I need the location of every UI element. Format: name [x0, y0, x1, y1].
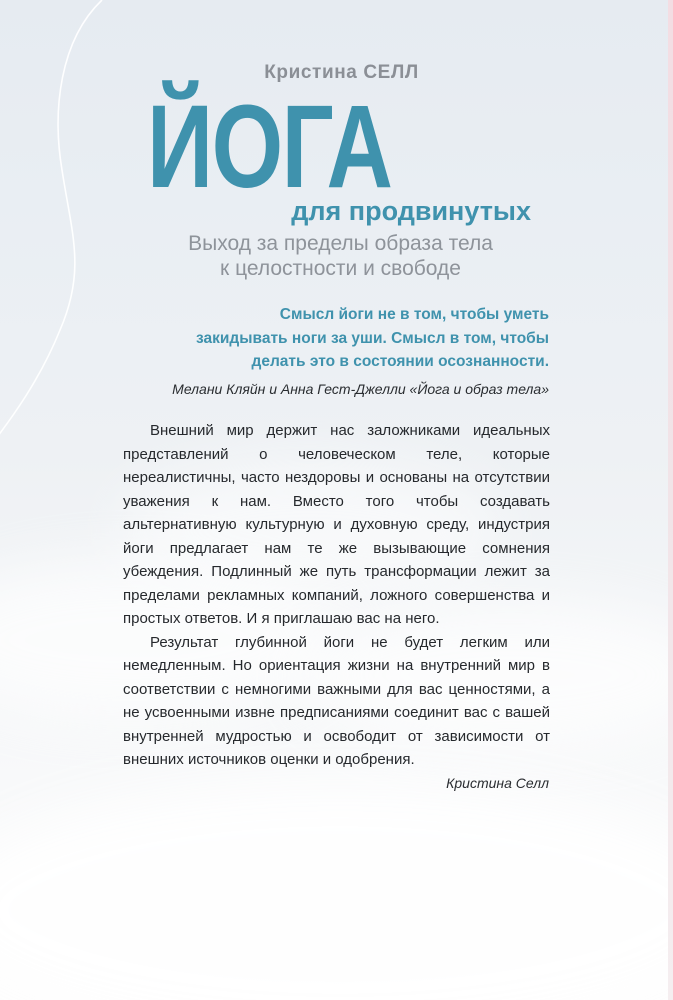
author-name: Кристина СЕЛЛ: [264, 62, 419, 83]
book-tagline: [0, 231, 673, 281]
tagline-line: к целостности и свободе: [220, 257, 461, 280]
book-subtitle: для продвинутых: [291, 196, 531, 226]
tagline-line: Выход за пределы образа тела: [188, 232, 493, 255]
paragraph: Внешний мир держит нас заложниками идеальных представлений о человеческом теле, которые нереалистичны, часто нездоровы и основаны на отсутствии уважения к нам. Вместо того чтобы создавать альтернативную культурную и духовную среду, индустрия йоги предлагает нам те же вызывающие сомнения убеждения. Подлинный же путь трансформации лежит за пределами рекламных компаний, ложного совершенства и простых ответов. И я приглашаю вас на него.: [123, 422, 550, 627]
epigraph-line: делать это в состоянии осознанности.: [251, 353, 549, 370]
annotation-text: [123, 419, 550, 772]
epigraph-source: Мелани Кляйн и Анна Гест-Джелли «Йога и образ тела»: [172, 381, 549, 397]
book-title: ЙОГА: [147, 81, 392, 213]
signature: Кристина Селл: [446, 775, 549, 791]
paragraph: Результат глубинной йоги не будет легким или немедленным. Но ориентация жизни на внутренний мир в соответствии с немногими важными для вас ценностями, а не усвоенными извне предписаниями соединит вас с вашей внутренней мудростью и освободит от зависимости от внешних источников оценки и одобрения.: [123, 633, 550, 768]
epigraph-line: закидывать ноги за уши. Смысл в том, чтобы: [196, 329, 549, 347]
epigraph-line: Смысл йоги не в том, чтобы уметь: [279, 306, 549, 323]
spine-edge: [668, 0, 673, 1000]
epigraph: [119, 303, 549, 374]
